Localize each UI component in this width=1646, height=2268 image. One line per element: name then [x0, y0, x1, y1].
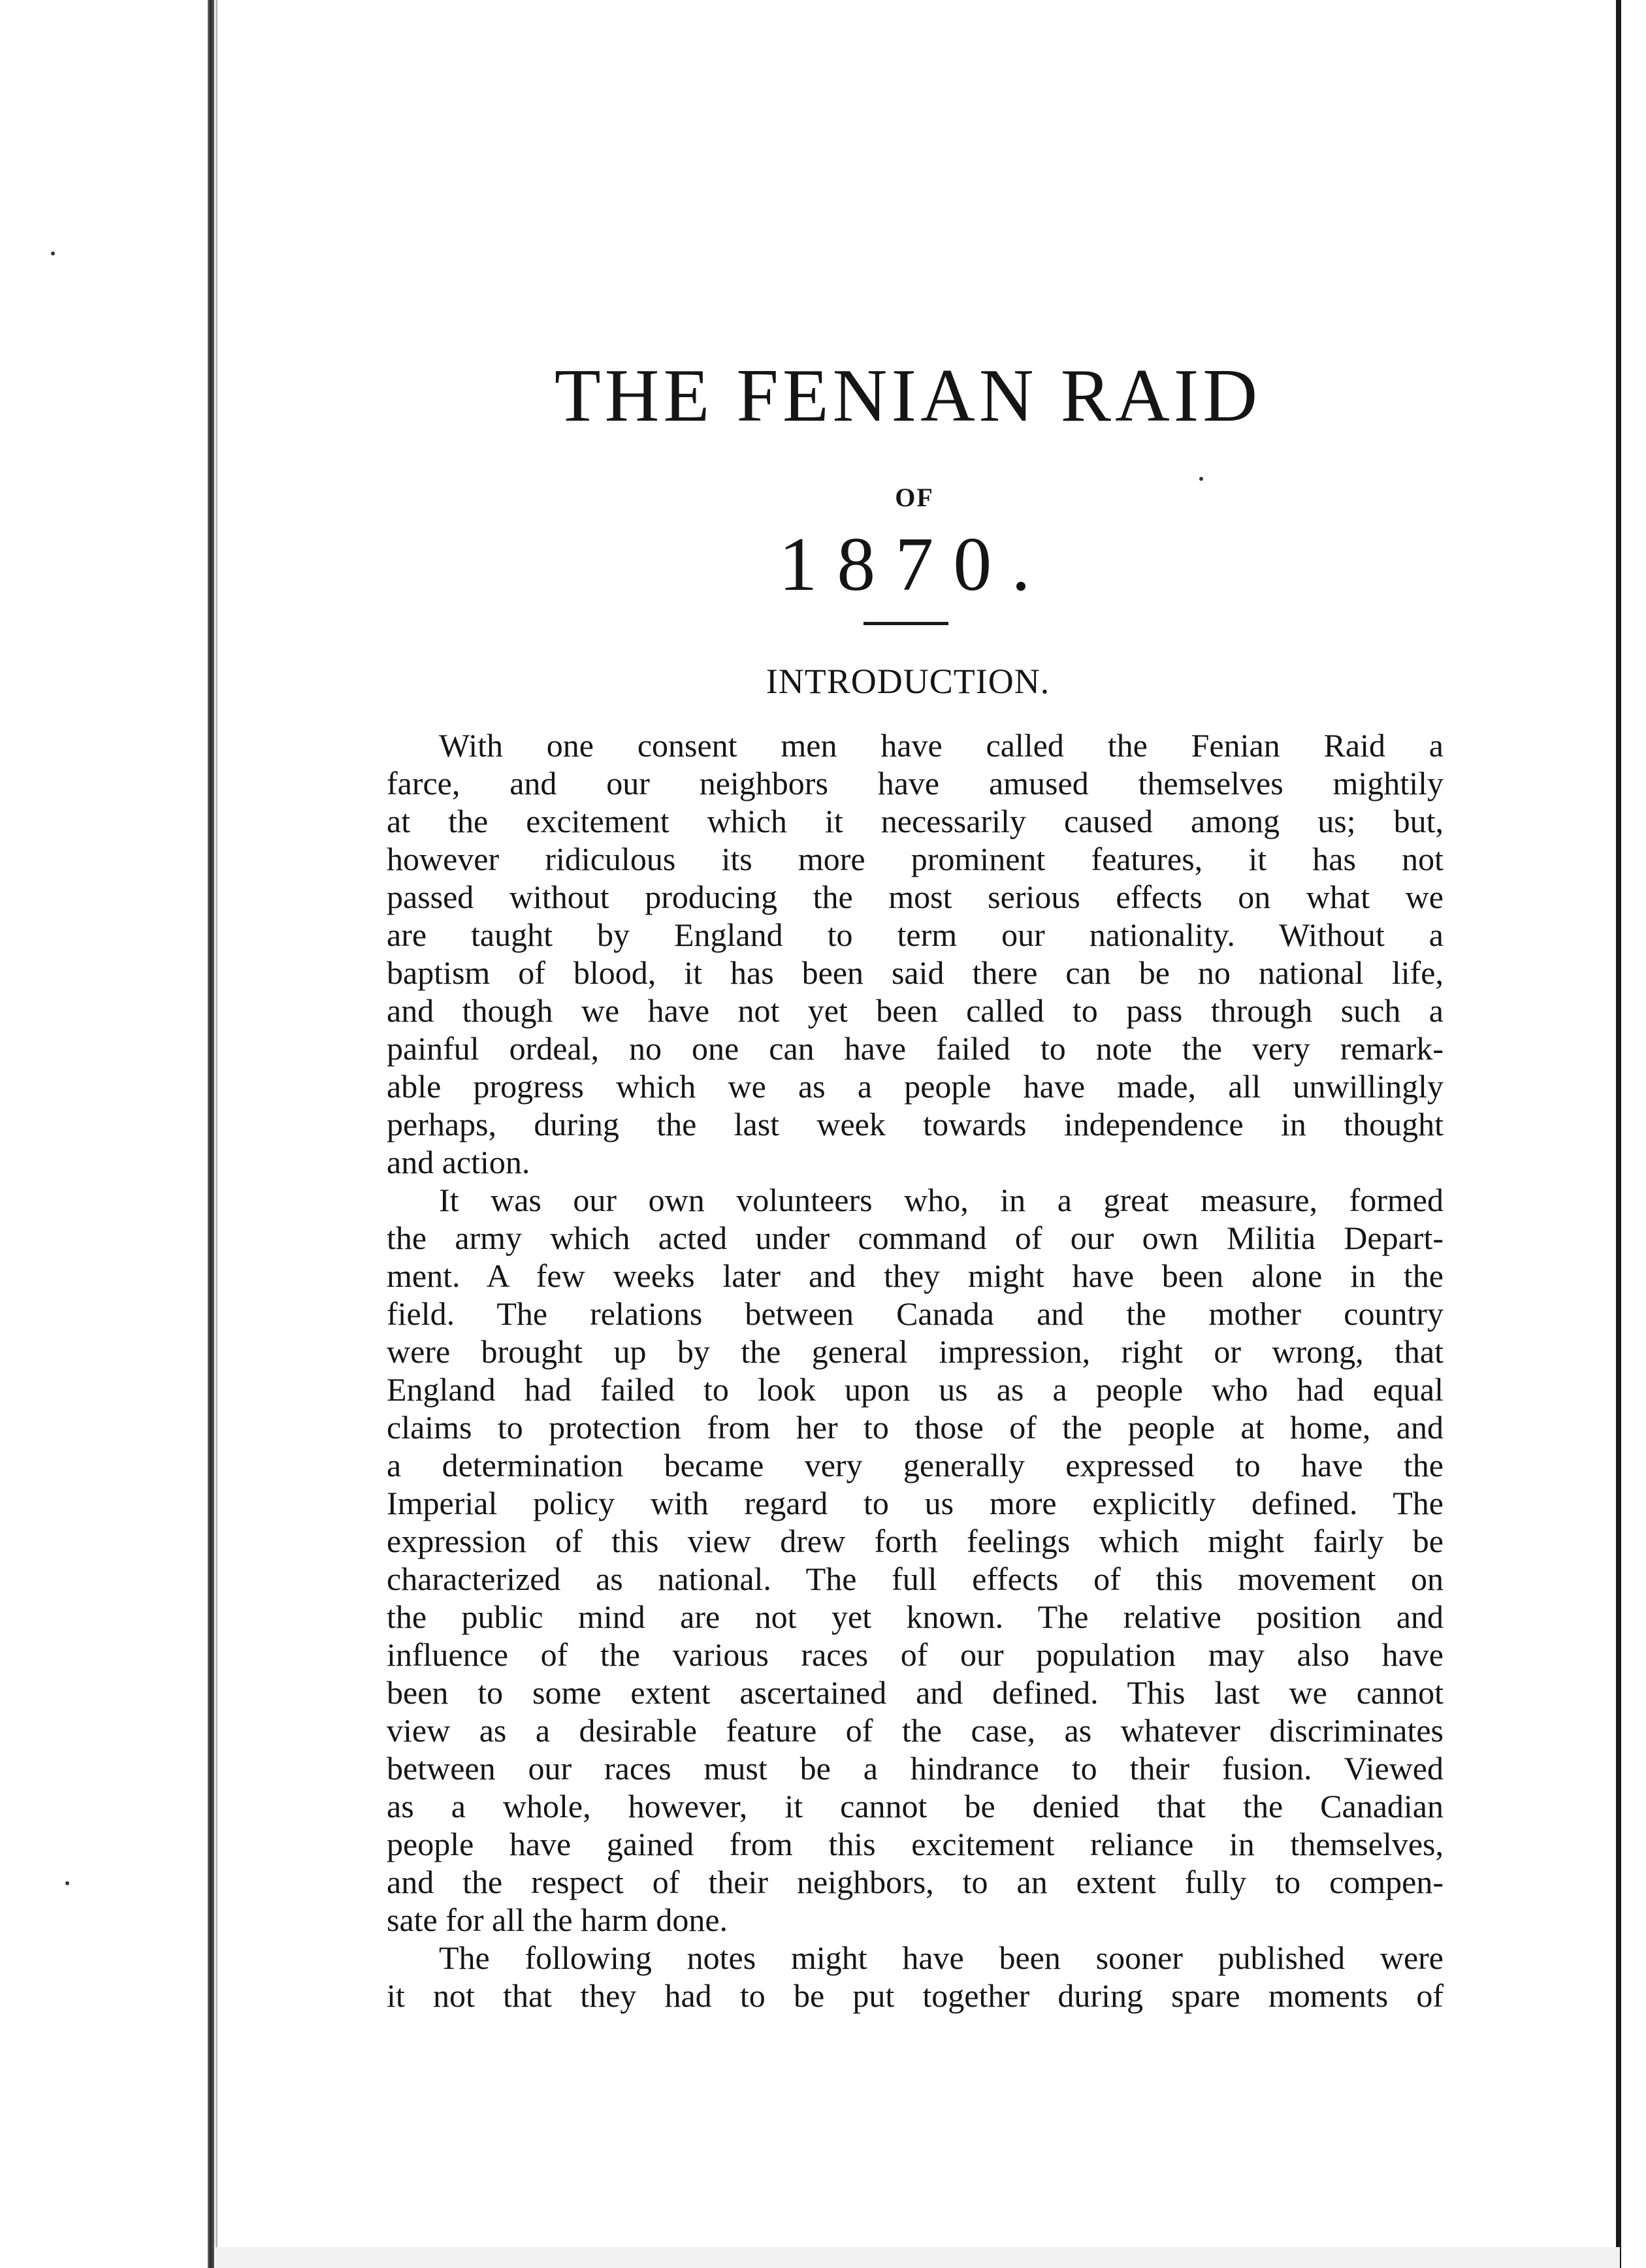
binding-edge-highlight [216, 0, 218, 2268]
text-line: The following notes might have been sooner published were [439, 1939, 1444, 1976]
title-year: 1870. [779, 521, 1050, 607]
text-line: England had failed to look upon us as a people who had equal [387, 1371, 1444, 1408]
text-line: between our races must be a hindrance to their fusion. Viewed [387, 1750, 1444, 1787]
speck [1199, 477, 1203, 481]
text-line: perhaps, during the last week towards independence in thought [387, 1106, 1444, 1142]
text-line: it not that they had to be put together during spare moments of [387, 1977, 1444, 2014]
speck [65, 1881, 69, 1885]
left-margin [0, 0, 213, 2268]
text-line: view as a desirable feature of the case, as whatever discriminates [387, 1712, 1444, 1749]
text-line: a determination became very generally expressed to have the [387, 1447, 1444, 1483]
text-line: at the excitement which it necessarily caused among us; but, [387, 803, 1444, 839]
text-line: as a whole, however, it cannot be denied that the Canadian [387, 1788, 1444, 1824]
text-line: sate for all the harm done. [387, 1902, 728, 1938]
text-line: expression of this view drew forth feelings which might fairly be [387, 1523, 1444, 1559]
text-line: influence of the various races of our population may also have [387, 1636, 1444, 1673]
speck [51, 251, 55, 255]
text-line: the public mind are not yet known. The relative position and [387, 1598, 1444, 1635]
text-line: however ridiculous its more prominent features, it has not [387, 841, 1444, 877]
text-line: painful ordeal, no one can have failed to note the very remark- [387, 1030, 1444, 1067]
page-bottom-edge [216, 2247, 1620, 2268]
text-line: are taught by England to term our nationality. Without a [387, 916, 1444, 953]
text-line: claims to protection from her to those of the people at home, and [387, 1409, 1444, 1446]
text-line: ment. A few weeks later and they might have been alone in the [387, 1257, 1444, 1294]
text-line: passed without producing the most serious effects on what we [387, 879, 1444, 915]
page-title: THE FENIAN RAID [554, 354, 1262, 438]
text-line: With one consent men have called the Fenian Raid a [439, 727, 1444, 764]
body-text [387, 726, 1444, 2015]
text-line: characterized as national. The full effects of this movement on [387, 1561, 1444, 1597]
text-line: field. The relations between Canada and the mother country [387, 1295, 1444, 1332]
text-line: been to some extent ascertained and defined. This last we cannot [387, 1674, 1444, 1711]
binding-edge [208, 0, 214, 2268]
text-line: and action. [387, 1144, 530, 1180]
text-line: farce, and our neighbors have amused themselves mightily [387, 765, 1444, 802]
text-line: the army which acted under command of our own Militia Depart- [387, 1220, 1444, 1256]
text-line: were brought up by the general impression, right or wrong, that [387, 1333, 1444, 1370]
title-rule [863, 622, 948, 625]
text-line: baptism of blood, it has been said there can be no national life, [387, 954, 1444, 991]
title-of: OF [895, 483, 934, 512]
text-line: and though we have not yet been called to pass through such a [387, 992, 1444, 1029]
text-line: It was our own volunteers who, in a great measure, formed [439, 1182, 1444, 1218]
text-line: Imperial policy with regard to us more explicitly defined. The [387, 1485, 1444, 1521]
section-heading: INTRODUCTION. [766, 662, 1050, 701]
page-right-edge [1616, 0, 1621, 2268]
text-line: able progress which we as a people have made, all unwillingly [387, 1068, 1444, 1105]
text-line: people have gained from this excitement reliance in themselves, [387, 1826, 1444, 1862]
text-line: and the respect of their neighbors, to an extent fully to compen- [387, 1864, 1444, 1900]
